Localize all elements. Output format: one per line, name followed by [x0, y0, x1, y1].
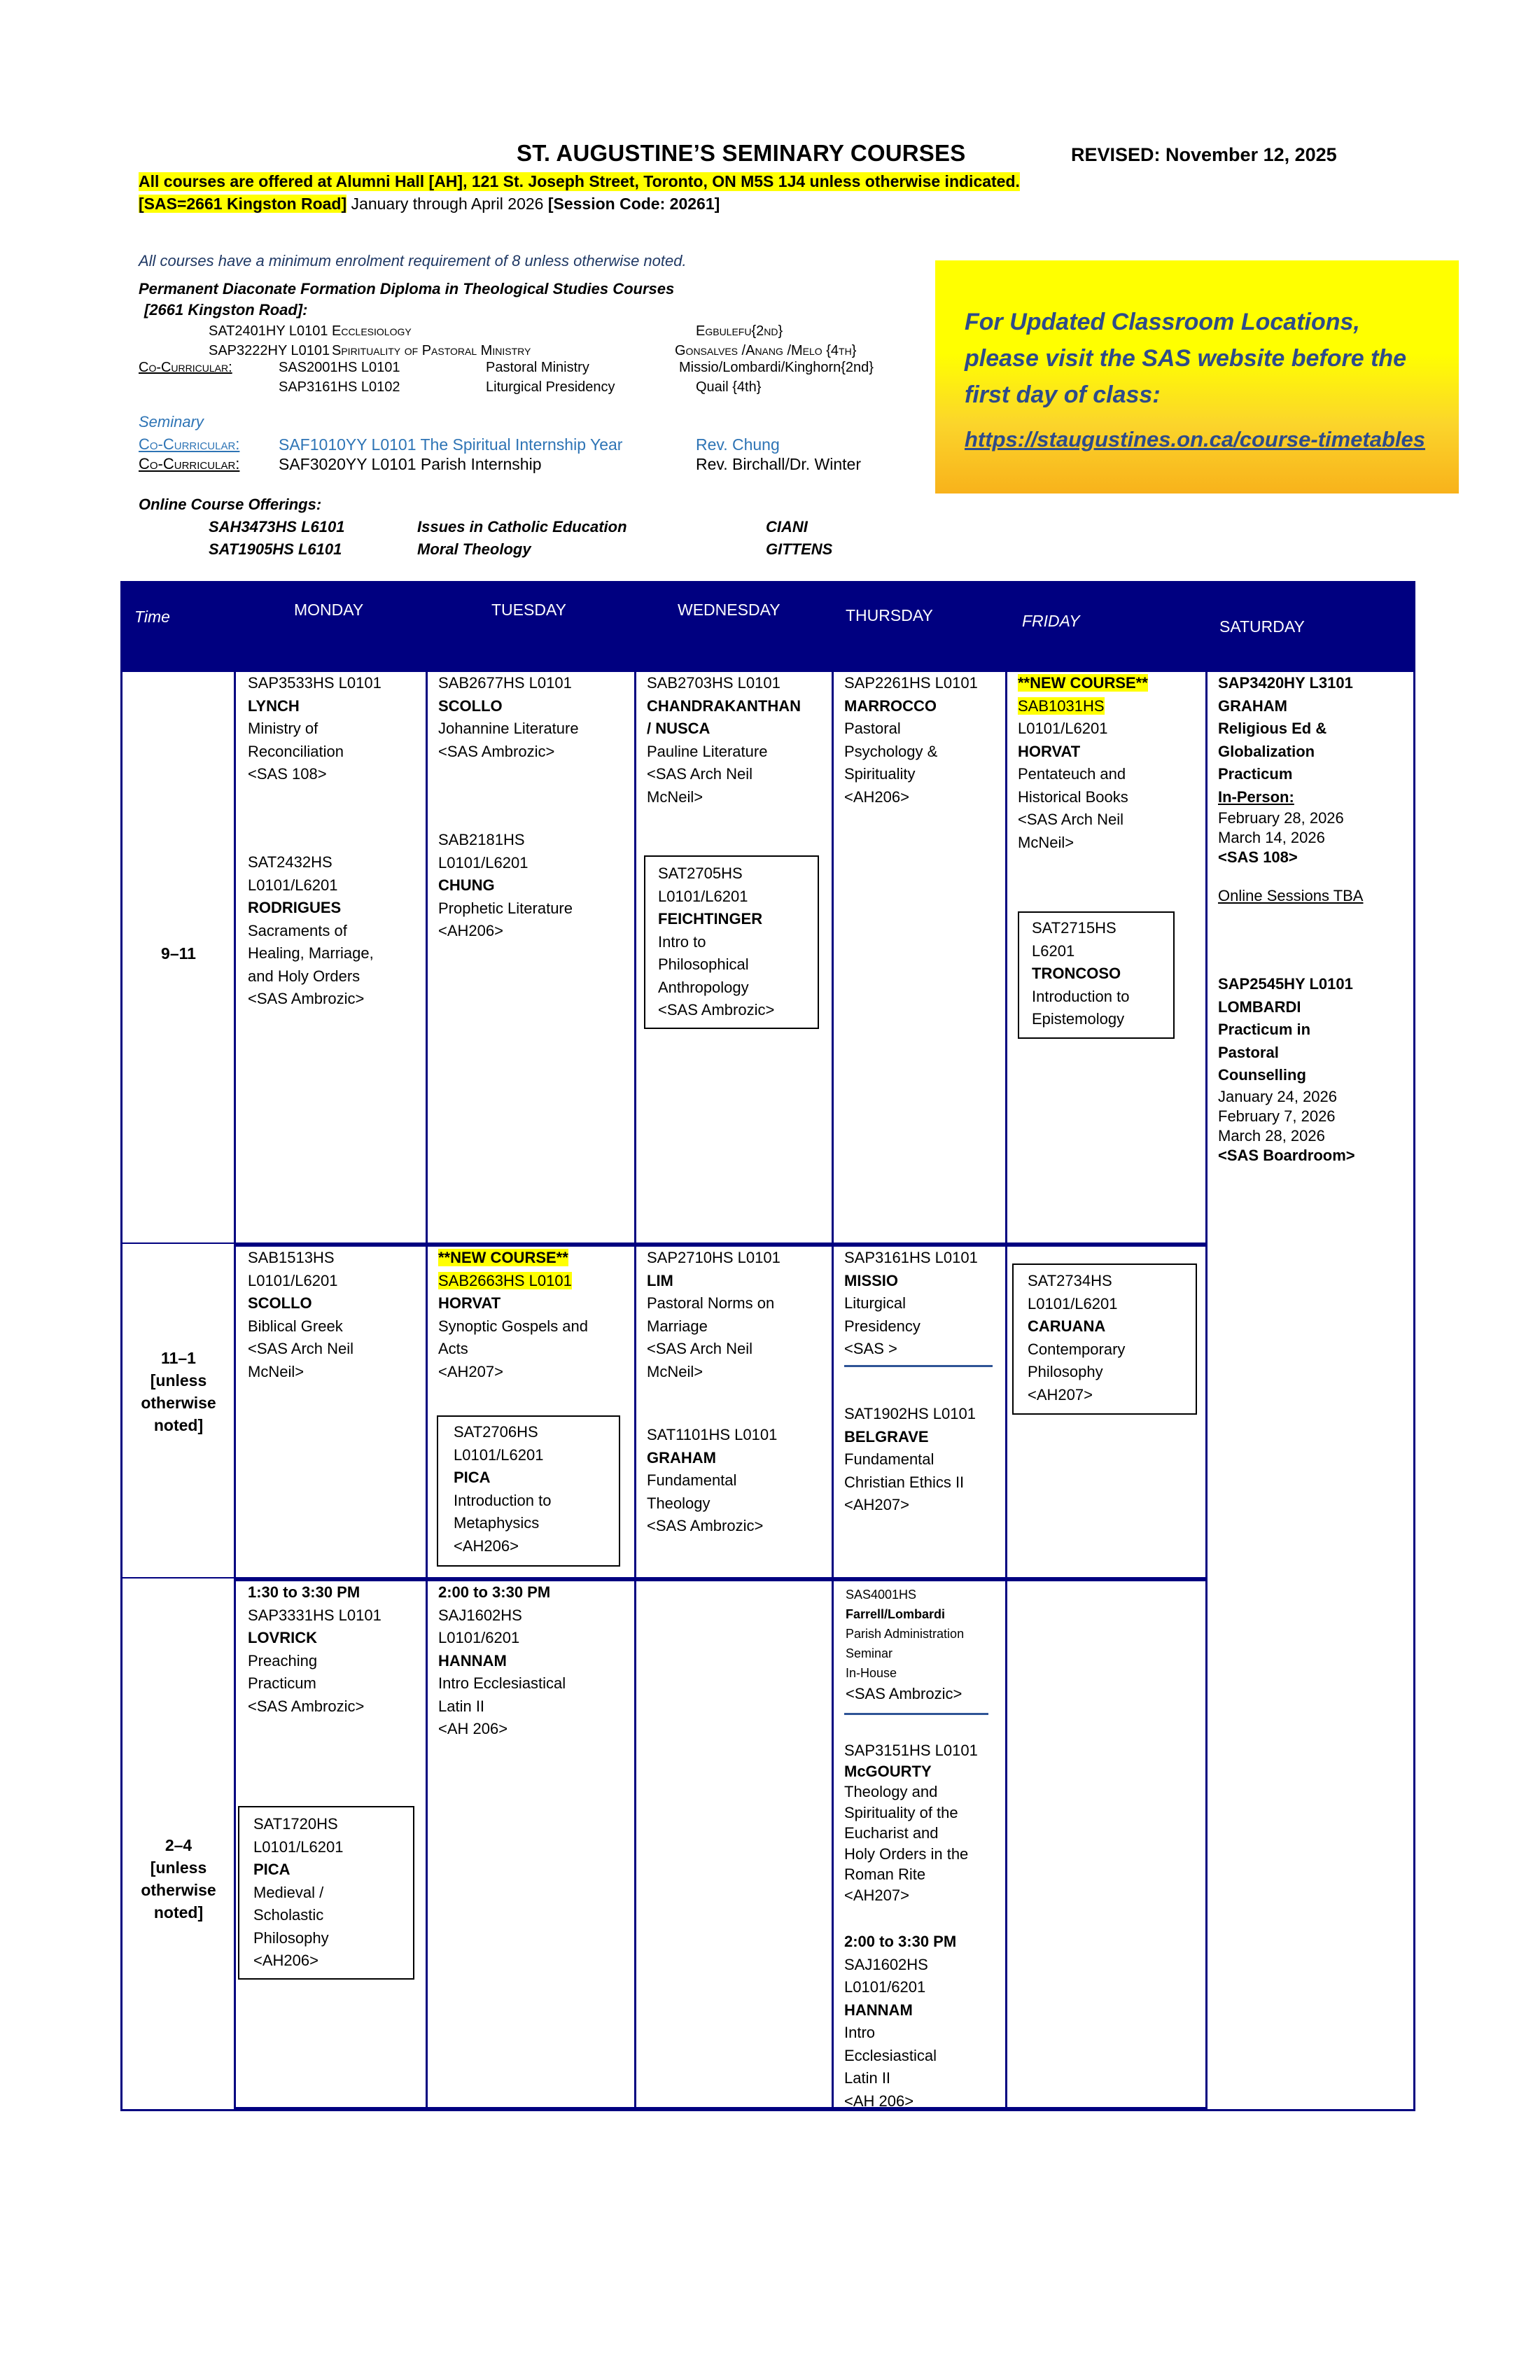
instructor: CHANDRAKANTHAN — [647, 696, 801, 715]
course-title: Epistemology — [1032, 1010, 1125, 1028]
course-code: SAJ1602HS — [438, 1606, 522, 1624]
course-title: Pentateuch and — [1018, 765, 1126, 783]
room: <SAS > — [844, 1340, 897, 1357]
online-course-code: SAT1905HS L6101 — [209, 540, 342, 558]
course-code: SAP3533HS L0101 — [248, 674, 382, 692]
section: L0101/6201 — [438, 1629, 520, 1646]
course-title: Ministry of — [248, 720, 318, 737]
room: <SAS Boardroom> — [1218, 1146, 1355, 1164]
divider — [844, 1365, 993, 1367]
course-title: Spirituality — [844, 765, 916, 783]
course-title: Medieval / — [253, 1883, 324, 1901]
diaconate-code: SAT2401HY L0101 — [209, 323, 328, 339]
course-title: Fundamental — [647, 1471, 737, 1489]
session-date: January 24, 2026 — [1218, 1087, 1338, 1105]
seminary-instructor: Rev. Birchall/Dr. Winter — [696, 455, 862, 473]
room: <SAS 108> — [1218, 848, 1298, 866]
room: <AH206> — [844, 788, 909, 806]
course-title: Seminar — [846, 1646, 893, 1660]
course-code: SAT2705HS — [658, 864, 743, 882]
grid-line — [1205, 672, 1208, 2111]
seminary-heading: Seminary — [139, 413, 204, 430]
notice-text — [965, 304, 1406, 413]
time-slot — [123, 942, 234, 965]
diaconate-instructor: Quail {4th} — [696, 379, 762, 395]
instructor: LOMBARDI — [1218, 997, 1301, 1016]
online-course-title: Issues in Catholic Education — [417, 518, 627, 536]
diaconate-title: Liturgical Presidency — [486, 379, 615, 395]
course-entry — [438, 829, 573, 943]
notice-line: first day of class: — [965, 382, 1161, 408]
instructor: GRAHAM — [1218, 696, 1287, 715]
course-title: Introduction to — [454, 1491, 552, 1509]
course-code: SAP3151HS L0101 — [844, 1742, 978, 1759]
divider — [844, 1713, 988, 1715]
instructor: SCOLLO — [248, 1294, 312, 1312]
instructor: CARUANA — [1028, 1317, 1106, 1335]
course-title: Pastoral Norms on — [647, 1294, 775, 1312]
course-entry — [647, 672, 801, 808]
grid-line — [634, 672, 636, 2111]
section: L0101/L6201 — [1028, 1294, 1118, 1312]
course-title: Practicum — [1218, 765, 1293, 783]
instructor: Farrell/Lombardi — [846, 1607, 946, 1621]
room: <AH 206> — [844, 2092, 914, 2110]
section: L0101/L6201 — [658, 887, 748, 905]
room: <AH207> — [1028, 1385, 1093, 1404]
kingston-road-label: [2661 Kingston Road]: — [144, 301, 308, 318]
course-title: Healing, Marriage, — [248, 944, 374, 962]
course-title: Globalization — [1218, 742, 1315, 760]
course-code: SAB1513HS — [248, 1249, 335, 1266]
course-title: Preaching — [248, 1651, 318, 1670]
course-title: Metaphysics — [454, 1514, 540, 1532]
grid-line — [1005, 672, 1007, 2111]
course-title: Pastoral — [844, 720, 901, 737]
course-title: Synoptic Gospels and — [438, 1317, 589, 1335]
course-entry — [248, 851, 374, 1011]
course-code: SAP2545HY L0101 — [1218, 975, 1353, 993]
course-title: Psychology & — [844, 742, 938, 760]
time-slot-line: otherwise — [141, 1881, 216, 1899]
diaconate-code: SAS2001HS L0101 — [279, 360, 400, 375]
course-title: Religious Ed & — [1218, 720, 1327, 737]
time-slot-line: otherwise — [141, 1394, 216, 1412]
course-title: Ecclesiastical — [844, 2046, 937, 2064]
course-title: Intro Ecclesiastical — [438, 1674, 566, 1692]
room: <AH 206> — [438, 1720, 508, 1737]
course-entry — [1032, 917, 1129, 1031]
header-wednesday: WEDNESDAY — [678, 601, 780, 619]
course-entry — [844, 1931, 956, 2113]
instructor: HANNAM — [438, 1651, 507, 1670]
course-entry — [253, 1813, 343, 1973]
instructor: PICA — [454, 1469, 491, 1486]
room: <SAS Ambrozic> — [248, 990, 365, 1007]
time-note: 2:00 to 3:30 PM — [438, 1583, 551, 1601]
course-title: Practicum — [248, 1674, 316, 1692]
room: McNeil> — [1018, 833, 1074, 851]
header-friday: FRIDAY — [1022, 612, 1080, 630]
online-course-code: SAH3473HS L6101 — [209, 518, 345, 536]
course-entry — [844, 1740, 978, 1905]
revised-date: REVISED: November 12, 2025 — [1071, 144, 1337, 165]
online-heading: Online Course Offerings: — [139, 496, 322, 513]
time-slot-line: [unless — [150, 1858, 207, 1877]
room: <AH207> — [438, 1362, 503, 1380]
course-title: Sacraments of — [248, 921, 347, 939]
diaconate-code: SAP3222HY L0101 — [209, 343, 330, 358]
course-code: SAB2663HS L0101 — [438, 1271, 572, 1289]
session-date: March 14, 2026 — [1218, 829, 1325, 846]
course-title: Spirituality of the — [844, 1803, 958, 1821]
room: <SAS Ambrozic> — [438, 742, 555, 760]
instructor: BELGRAVE — [844, 1427, 929, 1446]
new-course-badge: **NEW COURSE** — [438, 1249, 568, 1266]
course-title: Historical Books — [1018, 788, 1128, 806]
diaconate-instructor: Missio/Lombardi/Kinghorn{2nd} — [679, 360, 874, 375]
course-title: and Holy Orders — [248, 967, 360, 985]
course-code: SAT1720HS — [253, 1815, 338, 1833]
course-entry — [248, 1581, 382, 1718]
course-title: Prophetic Literature — [438, 899, 573, 917]
course-title: Biblical Greek — [248, 1317, 343, 1335]
header-time: Time — [134, 608, 170, 626]
online-course-instructor: CIANI — [766, 518, 808, 536]
course-entry — [844, 1247, 978, 1361]
course-title: Latin II — [844, 2069, 891, 2087]
course-title: Roman Rite — [844, 1865, 926, 1883]
course-title: Pastoral — [1218, 1043, 1279, 1061]
course-code: SAB2181HS — [438, 831, 525, 848]
header-monday: MONDAY — [294, 601, 364, 619]
format: In-House — [846, 1666, 897, 1680]
room: <SAS Ambrozic> — [647, 1517, 764, 1534]
notice-line: For Updated Classroom Locations, — [965, 309, 1360, 335]
section: L6201 — [1032, 941, 1075, 960]
course-code: SAP3420HY L3101 — [1218, 674, 1353, 692]
course-entry — [438, 1581, 566, 1741]
course-title: Reconciliation — [248, 742, 344, 760]
grid-line — [234, 2107, 1205, 2111]
room: McNeil> — [647, 788, 704, 806]
course-entry — [1018, 672, 1148, 854]
course-title: Latin II — [438, 1697, 485, 1715]
instructor: / NUSCA — [647, 720, 710, 737]
section: L0101/L6201 — [1018, 720, 1108, 737]
course-title: Johannine Literature — [438, 720, 579, 737]
seminary-instructor: Rev. Chung — [696, 435, 780, 454]
time-slot-line: 11–1 — [161, 1349, 196, 1367]
course-code: SAB2703HS L0101 — [647, 674, 780, 692]
term-line — [139, 195, 720, 214]
course-code: SAT2706HS — [454, 1423, 538, 1441]
grid-line — [832, 672, 834, 2111]
course-code: SAT2432HS — [248, 853, 332, 871]
course-title: Liturgical — [844, 1294, 906, 1312]
course-code: SAP2261HS L0101 — [844, 674, 978, 692]
diaconate-code: SAP3161HS L0102 — [279, 379, 400, 395]
room: <AH206> — [454, 1536, 519, 1555]
course-code: SAP2710HS L0101 — [647, 1249, 780, 1266]
course-title: Philosophy — [1028, 1363, 1103, 1380]
course-title: Contemporary — [1028, 1340, 1126, 1358]
course-code: SAT2734HS — [1028, 1272, 1112, 1289]
session-label: In-Person: — [1218, 788, 1294, 806]
course-title: Theology and — [844, 1783, 938, 1800]
course-title: Theology — [647, 1494, 710, 1512]
room: <SAS Arch Neil — [1018, 811, 1124, 828]
room: <SAS Ambrozic> — [248, 1697, 365, 1715]
instructor: HANNAM — [844, 2001, 913, 2019]
course-title: Practicum in — [1218, 1021, 1311, 1038]
diaconate-title: Spirituality of Pastoral Ministry — [332, 343, 531, 358]
term-dates: January through April 2026 — [346, 195, 548, 213]
min-enrolment-note: All courses have a minimum enrolment requirement of 8 unless otherwise noted. — [139, 252, 687, 270]
time-slot-line: 2–4 — [164, 1836, 192, 1854]
course-title: Pauline Literature — [647, 742, 768, 760]
course-title: Marriage — [647, 1317, 708, 1335]
course-title: Intro — [844, 2024, 876, 2041]
room: <AH206> — [253, 1952, 318, 1969]
course-code: SAB1031HS — [1018, 696, 1105, 715]
room: <SAS Arch Neil — [647, 1340, 753, 1357]
course-entry — [1218, 672, 1353, 867]
location-note: All courses are offered at Alumni Hall [AH], 121 St. Joseph Street, Toronto, ON M5S 1J4 unless otherwise indicated. — [139, 172, 1020, 190]
time-slot — [123, 1834, 234, 1924]
course-code: SAP3161HS L0101 — [844, 1249, 978, 1266]
notice-line: please visit the SAS website before the — [965, 345, 1407, 372]
grid-line — [1413, 581, 1415, 2111]
session-date: February 28, 2026 — [1218, 809, 1344, 827]
room: <AH207> — [844, 1496, 909, 1513]
diaconate-title: Pastoral Ministry — [486, 360, 589, 375]
header-thursday: THURSDAY — [846, 606, 933, 624]
course-title: Fundamental — [844, 1450, 934, 1468]
diaconate-heading: Permanent Diaconate Formation Diploma in Theological Studies Courses — [139, 280, 675, 298]
seminary-course: SAF1010YY L0101 The Spiritual Internship Year — [279, 435, 623, 454]
course-title: Scholastic — [253, 1906, 324, 1924]
course-title: Holy Orders in the — [844, 1844, 969, 1863]
course-entry — [438, 1247, 588, 1383]
section: L0101/L6201 — [454, 1446, 544, 1464]
room: <SAS Ambrozic> — [846, 1685, 962, 1702]
course-entry — [846, 1585, 964, 1705]
time-slot-line: 9–11 — [161, 944, 196, 962]
diaconate-instructor: Gonsalves /Anang /Melo {4th} — [675, 343, 857, 358]
instructor: FEICHTINGER — [658, 910, 763, 927]
time-slot-line: noted] — [153, 1416, 204, 1434]
course-title: Intro to — [658, 932, 706, 951]
online-course-title: Moral Theology — [417, 540, 531, 558]
time-slot-line: [unless — [150, 1371, 207, 1390]
instructor: RODRIGUES — [248, 899, 342, 916]
instructor: LOVRICK — [248, 1629, 317, 1646]
instructor: TRONCOSO — [1032, 965, 1121, 982]
course-code: SAT2715HS — [1032, 919, 1116, 937]
section: L0101/6201 — [844, 1978, 926, 1996]
instructor: McGOURTY — [844, 1762, 932, 1780]
diaconate-title: Ecclesiology — [332, 323, 412, 339]
instructor: LIM — [647, 1271, 673, 1289]
course-entry — [647, 1247, 780, 1383]
section: L0101/L6201 — [248, 876, 338, 894]
section: L0101/L6201 — [253, 1837, 344, 1856]
course-entry — [844, 672, 978, 808]
online-course-instructor: GITTENS — [766, 540, 833, 558]
page-title: ST. AUGUSTINE’S SEMINARY COURSES — [517, 140, 966, 166]
course-entry — [844, 1403, 976, 1517]
course-title: Presidency — [844, 1317, 920, 1335]
header-tuesday: TUESDAY — [491, 601, 566, 619]
course-title: Philosophical — [658, 955, 749, 973]
room: <SAS 108> — [248, 765, 327, 783]
co-curricular-label: Co-Curricular: — [139, 455, 240, 472]
instructor: GRAHAM — [647, 1448, 716, 1466]
time-slot — [123, 1347, 234, 1436]
grid-line — [120, 581, 122, 2111]
course-title: Counselling — [1218, 1066, 1306, 1084]
course-title: Eucharist and — [844, 1824, 939, 1842]
course-entry — [438, 672, 579, 763]
header-saturday: SATURDAY — [1219, 617, 1305, 636]
room: <SAS Ambrozic> — [658, 1001, 775, 1018]
course-entry — [658, 862, 774, 1022]
sas-location: [SAS=2661 Kingston Road] — [139, 195, 347, 213]
instructor: MISSIO — [844, 1271, 899, 1289]
section: L0101/L6201 — [248, 1271, 338, 1289]
time-note: 2:00 to 3:30 PM — [844, 1933, 957, 1950]
room: <AH207> — [844, 1886, 909, 1904]
course-title: Anthropology — [658, 978, 749, 996]
diaconate-instructor: Egbulefu{2nd} — [696, 323, 783, 339]
section: L0101/L6201 — [438, 853, 528, 872]
instructor: LYNCH — [248, 696, 300, 715]
online-sessions-note: Online Sessions TBA — [1218, 887, 1364, 904]
course-entry — [248, 1247, 354, 1383]
course-title: Acts — [438, 1340, 468, 1357]
room: <SAS Arch Neil — [248, 1340, 354, 1357]
course-code: SAP3331HS L0101 — [248, 1606, 382, 1624]
seminary-course: SAF3020YY L0101 Parish Internship — [279, 455, 542, 473]
new-course-badge: **NEW COURSE** — [1018, 674, 1148, 692]
room: <AH206> — [438, 922, 503, 939]
co-curricular-label: Co-Curricular: — [139, 360, 232, 375]
course-title: Christian Ethics II — [844, 1473, 965, 1491]
course-entry — [647, 1424, 777, 1538]
session-date: February 7, 2026 — [1218, 1107, 1336, 1125]
course-title: Philosophy — [253, 1928, 329, 1947]
course-entry — [1028, 1270, 1125, 1406]
session-code: [Session Code: 20261] — [547, 195, 720, 213]
grid-line — [234, 672, 236, 2111]
grid-line — [426, 672, 428, 2111]
course-entry — [248, 672, 382, 786]
course-code: SAJ1602HS — [844, 1955, 928, 1973]
time-note: 1:30 to 3:30 PM — [248, 1583, 360, 1601]
time-slot-line: noted] — [153, 1903, 204, 1921]
course-entry — [454, 1421, 551, 1558]
room: <SAS Arch Neil — [647, 765, 753, 783]
session-date: March 28, 2026 — [1218, 1126, 1325, 1144]
course-code: SAT1101HS L0101 — [647, 1426, 778, 1443]
instructor: CHUNG — [438, 876, 495, 894]
room: McNeil> — [647, 1362, 704, 1380]
course-title: Introduction to — [1032, 987, 1130, 1005]
course-title: Parish Administration — [846, 1627, 965, 1641]
room: McNeil> — [248, 1362, 304, 1380]
instructor: PICA — [253, 1861, 290, 1878]
course-code: SAT1902HS L0101 — [844, 1405, 976, 1422]
instructor: HORVAT — [438, 1294, 501, 1312]
instructor: HORVAT — [1018, 742, 1081, 760]
instructor: MARROCCO — [844, 696, 937, 715]
instructor: SCOLLO — [438, 696, 503, 715]
course-code: SAB2677HS L0101 — [438, 674, 572, 692]
co-curricular-label: Co-Curricular: — [139, 435, 240, 453]
timetable-link[interactable]: https://staugustines.on.ca/course-timetables — [965, 427, 1426, 451]
course-code: SAS4001HS — [846, 1588, 917, 1602]
course-entry — [1218, 973, 1355, 1166]
